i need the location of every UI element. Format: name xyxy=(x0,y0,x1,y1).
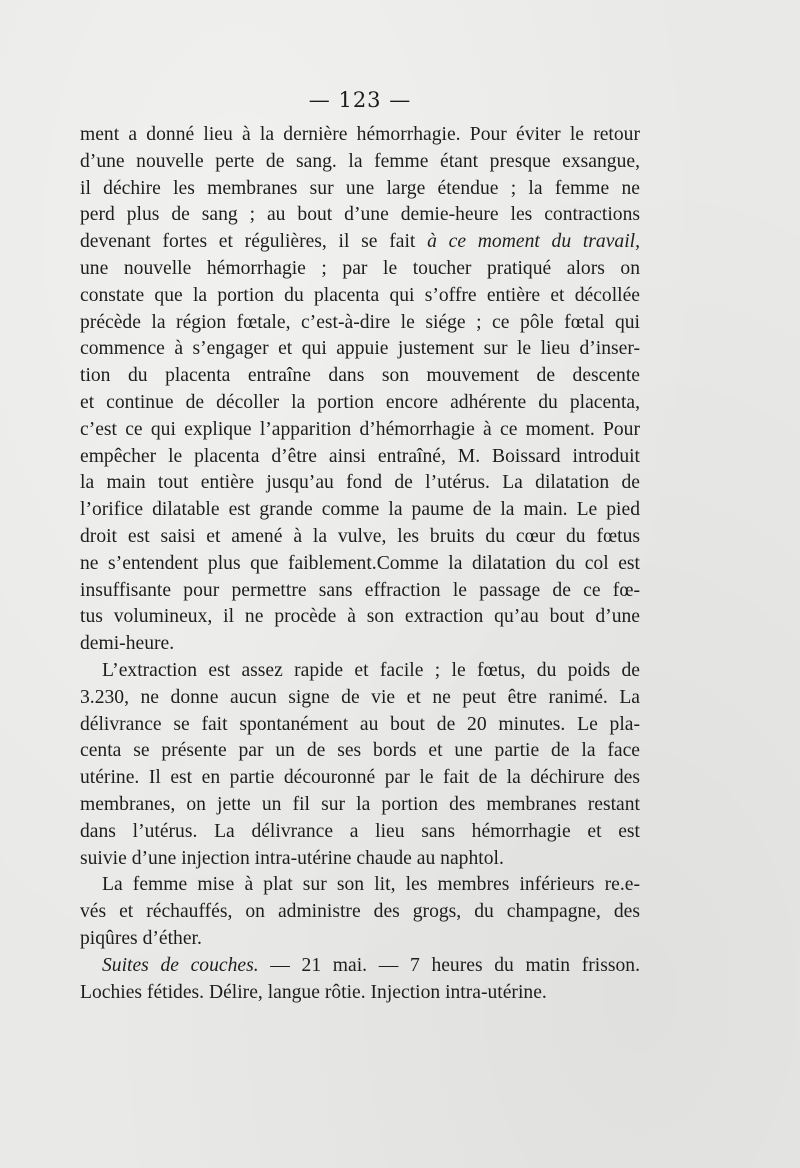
line-text: L’extraction est assez rapide et facile ; le fœtus, du poids de xyxy=(102,659,640,681)
line-text: La femme mise à plat sur son lit, les membres inférieurs re.e- xyxy=(102,874,640,896)
line-text: devenant fortes et régulières, il se fait xyxy=(80,231,416,253)
body-text xyxy=(80,122,640,1006)
text-line xyxy=(80,310,640,337)
text-line xyxy=(80,658,640,685)
line-text: tus volumineux, il ne procède à son extraction qu’au bout d’une xyxy=(80,606,640,628)
line-text: centa se présente par un de ses bords et une partie de la face xyxy=(80,740,640,762)
text-line xyxy=(80,202,640,229)
line-text: constate que la portion du placenta qui s’offre entière et décollée xyxy=(80,284,640,306)
page-number: — 123 — xyxy=(308,88,412,112)
text-line xyxy=(80,524,640,551)
text-line xyxy=(80,604,640,631)
line-text: et continue de décoller la portion encore adhérente du placenta, xyxy=(80,391,640,413)
line-text: d’une nouvelle perte de sang. la femme étant presque exsangue, xyxy=(80,150,640,172)
line-text: ment a donné lieu à la dernière hémorrhagie. Pour éviter le retour xyxy=(80,124,640,145)
line-text: utérine. Il est en partie découronné par le fait de la déchirure des xyxy=(80,767,640,789)
text-line xyxy=(80,470,640,497)
line-text: 3.230, ne donne aucun signe de vie et ne peut être ranimé. La xyxy=(80,686,640,708)
text-line xyxy=(80,336,640,363)
text-line xyxy=(80,497,640,524)
text-line xyxy=(80,417,640,444)
text-line xyxy=(80,578,640,605)
text-line xyxy=(80,444,640,471)
line-text: piqûres d’éther. xyxy=(80,927,202,949)
text-line xyxy=(80,149,640,176)
text-line xyxy=(80,390,640,417)
text-line xyxy=(80,229,640,256)
text-line xyxy=(80,872,640,899)
line-text: membranes, on jette un fil sur la portion des membranes restant xyxy=(80,793,640,815)
line-text: ne s’entendent plus que faiblement.Comme la dilatation du col est xyxy=(80,552,640,574)
text-line xyxy=(80,176,640,203)
text-line xyxy=(80,551,640,578)
text-line xyxy=(80,980,640,1007)
line-text: vés et réchauffés, on administre des grogs, du champagne, des xyxy=(80,901,640,923)
line-text: la main tout entière jusqu’au fond de l’utérus. La dilatation de xyxy=(80,472,640,494)
text-line xyxy=(80,899,640,926)
line-text: précède la région fœtale, c’est-à-dire le siége ; ce pôle fœtal qui xyxy=(80,311,640,333)
line-text: insuffisante pour permettre sans effraction le passage de ce fœ- xyxy=(80,579,640,601)
line-text: Lochies fétides. Délire, langue rôtie. Injection intra-utérine. xyxy=(80,981,547,1003)
text-line xyxy=(80,819,640,846)
text-line xyxy=(80,283,640,310)
text-line xyxy=(80,792,640,819)
text-line xyxy=(80,765,640,792)
text-line xyxy=(80,738,640,765)
text-line xyxy=(80,846,640,873)
line-text: il déchire les membranes sur une large étendue ; la femme ne xyxy=(80,177,640,199)
line-text: délivrance se fait spontanément au bout de 20 minutes. Le pla- xyxy=(80,713,640,735)
line-text: tion du placenta entraîne dans son mouvement de descente xyxy=(80,365,640,387)
line-text: droit est saisi et amené à la vulve, les bruits du cœur du fœtus xyxy=(80,525,640,547)
line-text: perd plus de sang ; au bout d’une demie-heure les contractions xyxy=(80,204,640,226)
line-text: une nouvelle hémorrhagie ; par le toucher pratiqué alors on xyxy=(80,257,640,279)
italic-text: à ce moment du travail, xyxy=(427,231,641,253)
line-text: commence à s’engager et qui appuie justement sur le lieu d’inser- xyxy=(80,338,640,360)
text-line xyxy=(80,712,640,739)
text-line xyxy=(80,631,640,658)
line-text: — 21 mai. — 7 heures du matin frisson. xyxy=(270,954,640,976)
text-line xyxy=(80,122,640,149)
italic-text: Suites de couches. xyxy=(102,954,259,976)
line-text: suivie d’une injection intra-utérine chaude au naphtol. xyxy=(80,847,504,869)
text-line xyxy=(80,953,640,980)
text-line xyxy=(80,256,640,283)
line-text: demi-heure. xyxy=(80,633,175,655)
text-line xyxy=(80,685,640,712)
text-line xyxy=(80,926,640,953)
line-text: l’orifice dilatable est grande comme la paume de la main. Le pied xyxy=(80,499,640,521)
text-line xyxy=(80,363,640,390)
line-text: c’est ce qui explique l’apparition d’hémorrhagie à ce moment. Pour xyxy=(80,418,640,440)
line-text: empêcher le placenta d’être ainsi entraîné, M. Boissard introduit xyxy=(80,445,640,467)
line-text: dans l’utérus. La délivrance a lieu sans hémorrhagie et est xyxy=(80,820,640,842)
